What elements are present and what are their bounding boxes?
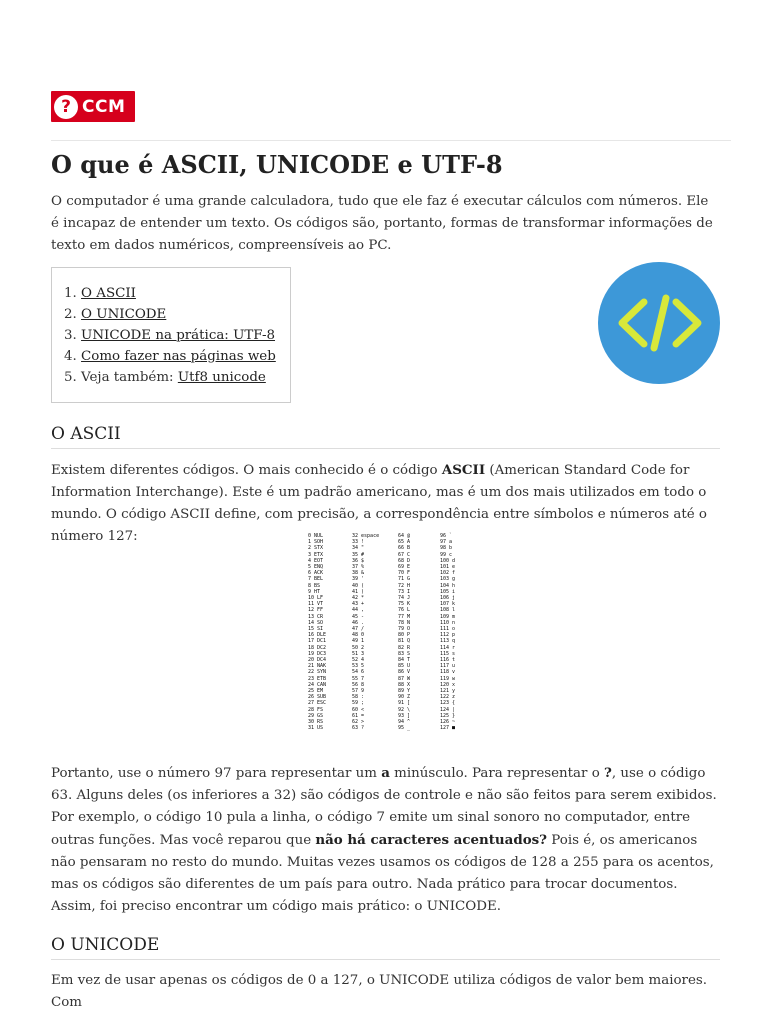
toc-item: 4. Como fazer nas páginas web <box>64 349 276 364</box>
toc-item: 5. Veja também: Utf8 unicode <box>64 370 266 385</box>
toc-link-see-also[interactable]: Utf8 unicode <box>177 370 266 385</box>
ccm-logo-text: CCM <box>82 96 126 117</box>
ascii-body-block <box>51 762 720 918</box>
ascii-column: 96 ` 97 a 98 b 99 c 100 d 101 e 102 f 103 g 104 h 105 i 106 j 107 k 108 l 109 m 110 n 111 o 112 p 113 q 114 r 115 s 116 t 117 u 118 v 119 w 120 x 121 y 122 z 123 { 124 | 125 } 126 ~ 127 ■ <box>440 533 456 732</box>
code-icon <box>598 262 720 384</box>
ascii-column: 64 @ 65 A 66 B 67 C 68 D 69 E 70 F 71 G 72 H 73 I 74 J 75 K 76 L 77 M 78 N 79 O 80 P 81 Q 82 R 83 S 84 T 85 U 86 V 87 W 88 X 89 Y 90 Z 91 [ 92 \ 93 ] 94 ^ 95 _ <box>398 533 411 732</box>
ascii-paragraph-2: Portanto, use o número 97 para representar um a minúsculo. Para representar o ?, use o código 63. Alguns deles (os inferiores a 32) são códigos de controle e não são feitos para serem exibidos. Por exemplo, o código 10 pula a linha, o código 7 emite um sinal sonoro no computador, entre outras funções. Mas você reparou que não há caracteres acentuados? Pois é, os americanos não pensaram no resto do mundo. Muitas vezes usamos os códigos de 128 a 255 para os acentos, mas os códigos são diferentes de um país para outro. Nada prático para trocar documentos. Assim, foi preciso encontrar um código mais prático: o UNICODE. <box>51 765 717 914</box>
section-divider <box>51 959 720 960</box>
toc-link-utf8[interactable]: UNICODE na prática: UTF-8 <box>81 328 276 343</box>
section-heading-ascii: O ASCII <box>51 424 121 444</box>
unicode-paragraph-1: Em vez de usar apenas os códigos de 0 a 127, o UNICODE utiliza códigos de valor bem maiores. Com <box>51 973 708 1010</box>
unicode-body-block <box>51 970 720 1014</box>
toc-item: 2. O UNICODE <box>64 307 167 322</box>
toc-item: 1. O ASCII <box>64 286 136 301</box>
section-divider <box>51 448 720 449</box>
ascii-column: 0 NUL 1 SOH 2 STX 3 ETX 4 EOT 5 ENQ 6 ACK 7 BEL 8 BS 9 HT 10 LF 11 VT 12 FF 13 CR 14 SO 15 SI 16 DLE 17 DC1 18 DC2 19 DC3 20 DC4 21 NAK 22 SYN 23 ETB 24 CAN 25 EM 26 SUB 27 ESC 28 FS 29 GS 30 RS 31 US <box>308 533 327 732</box>
page-title: O que é ASCII, UNICODE e UTF-8 <box>51 150 503 179</box>
intro-block <box>51 191 720 257</box>
section-heading-unicode: O UNICODE <box>51 935 160 955</box>
toc-item: 3. UNICODE na prática: UTF-8 <box>64 328 276 343</box>
table-of-contents <box>51 267 291 403</box>
code-badge <box>598 262 720 384</box>
ascii-paragraph-1: Existem diferentes códigos. O mais conhecido é o código ASCII (American Standard Code for Information Interchange). Este é um padrão americano, mas é um dos mais utilizados em todo o mundo. O código ASCII define, com precisão, a correspondência entre símbolos e números até o número 127: <box>51 462 707 544</box>
ascii-table-image <box>304 533 476 755</box>
toc-link-unicode[interactable]: O UNICODE <box>81 307 167 322</box>
ccm-logo-mark: ? <box>54 95 78 119</box>
header-divider <box>51 140 731 141</box>
ccm-logo[interactable] <box>51 91 135 122</box>
toc-link-web[interactable]: Como fazer nas páginas web <box>81 349 276 364</box>
intro-paragraph: O computador é uma grande calculadora, tudo que ele faz é executar cálculos com números. Ele é incapaz de entender um texto. Os códigos são, portanto, formas de transformar informações de texto em dados numéricos, compreensíveis ao PC. <box>51 194 713 253</box>
toc-link-ascii[interactable]: O ASCII <box>81 286 136 301</box>
ascii-column: 32 espace 33 ! 34 " 35 # 36 $ 37 % 38 & 39 ' 40 ( 41 ) 42 * 43 + 44 , 45 - 46 . 47 / 48 0 49 1 50 2 51 3 52 4 53 5 54 6 55 7 56 8 57 9 58 : 59 ; 60 < 61 = 62 > 63 ? <box>352 533 380 732</box>
